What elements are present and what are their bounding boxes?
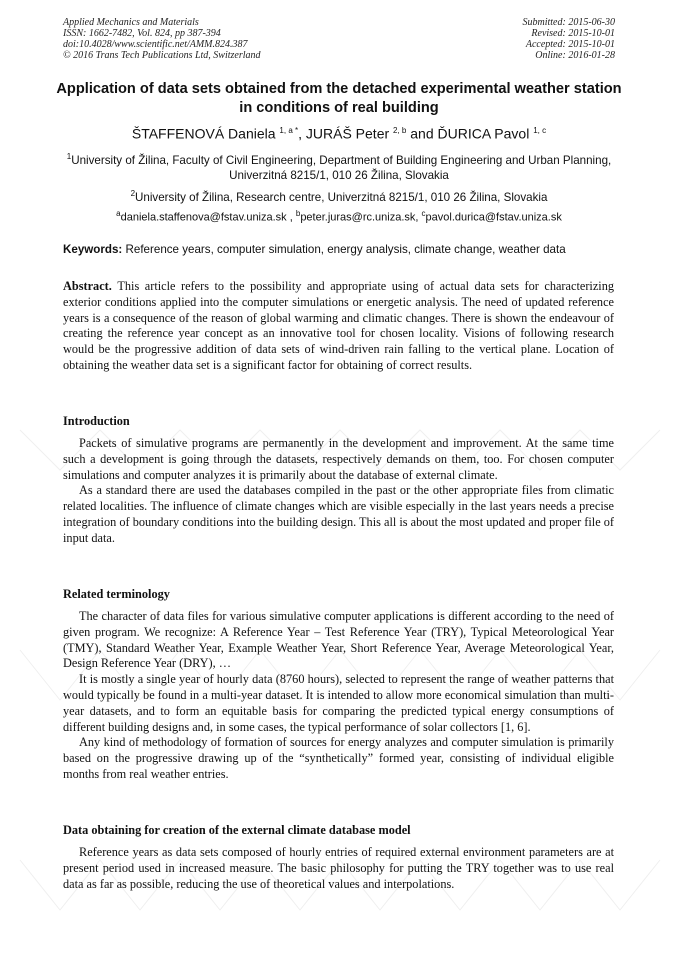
- abstract: [63, 279, 614, 374]
- abstract-label: Abstract.: [63, 279, 112, 293]
- affiliation-1: $^1$University of Žilina, Faculty of Civil Engineering, Department of Building Engineering and Urban Planning, Univerzitná 8215/1, 010 26 Žilina, Slovakia: [66, 152, 612, 182]
- submission-dates: [523, 17, 616, 61]
- keywords-label: Keywords:: [63, 243, 123, 256]
- affiliation-2: $^2$University of Žilina, Research centre, Univerzitná 8215/1, 010 26 Žilina, Slovakia: [130, 189, 548, 204]
- email-link[interactable]: peter.juras@rc.uniza.sk: [300, 211, 416, 224]
- section-heading-terminology: Related terminology: [63, 587, 170, 601]
- paragraph: As a standard there are used the databases compiled in the past or the other appropriate files from climatic related localities. The influence of climate changes which are visible especially in the last years needs a precise integration of boundary conditions into the building design. This all is about the most updated and proper file of input data.: [63, 483, 614, 545]
- author-name: ĎURICA Pavol: [437, 125, 530, 142]
- abstract-text: This article refers to the possibility and appropriate using of actual data sets for characterizing exterior conditions applied into the computer simulations or energetic analysis. The need of updated reference years is a consequence of the reason of global warming and climatic changes. There is shown the endeavour of creating the reference year concept as an innovative tool for chosen locality. Visions of following research would be the progressive addition of data sets of wind-driven rain falling to the vertical plane. Location of obtaining the weather data set is a significant factor for obtaining of correct results.: [63, 279, 615, 372]
- paragraph: The character of data files for various simulative computer applications is different according to the need of given program. We recognize: A Reference Year – Test Reference Year (TRY), Typical Meteorological Year (TMY), Standard Weather Year, Example Weather Year, Short Reference Year, Average Meteorological Year, Design Reference Year (DRY), …: [63, 609, 614, 671]
- author-list: ŠTAFFENOVÁ Daniela $^{1, a *}$, JURÁŠ Peter $^{2, b}$ and ĎURICA Pavol $^{1, c}$: [131, 125, 547, 142]
- email-list: $^a$daniela.staffenova@fstav.uniza.sk , $^b$peter.juras@rc.uniza.sk, $^c$pavol.durica@fstav.uniza.sk: [116, 209, 562, 224]
- author-sup: 1, c: [533, 126, 547, 135]
- email-link[interactable]: pavol.durica@fstav.uniza.sk: [425, 211, 562, 224]
- keywords: [63, 242, 623, 257]
- journal-copyright: © 2016 Trans Tech Publications Ltd, Switzerland: [63, 50, 261, 61]
- author-name: ŠTAFFENOVÁ Daniela: [131, 125, 276, 142]
- section-heading-introduction: Introduction: [63, 414, 130, 428]
- author-name: JURÁŠ Peter: [305, 125, 390, 142]
- section-heading-data-obtaining: Data obtaining for creation of the external climate database model: [63, 823, 411, 837]
- keywords-text: Reference years, computer simulation, energy analysis, climate change, weather data: [125, 243, 566, 256]
- paragraph: Packets of simulative programs are permanently in the development and improvement. At the same time such a development is going through the datasets, respectively demands on them, too. For chosen computer simulations and computer analyzes it is primarily about the database of external climate.: [63, 436, 614, 482]
- email-link[interactable]: daniela.staffenova@fstav.uniza.sk: [120, 211, 287, 224]
- author-sup: 2, b: [393, 126, 407, 135]
- section-terminology: [63, 609, 614, 783]
- date-online: Online: 2016-01-28: [535, 50, 615, 61]
- paragraph: It is mostly a single year of hourly data (8760 hours), selected to represent the range of weather patterns that would typically be found in a multi-year dataset. It is intended to allow more economical simulation than multi-year datasets, and to form an equitable basis for comparing the predicted typical energy consumptions of different building designs and, in some cases, the typical performance of solar collectors [1, 6].: [63, 672, 614, 734]
- journal-issn: ISSN: 1662-7482, Vol. 824, pp 387-394: [63, 28, 221, 39]
- date-submitted: Submitted: 2015-06-30: [522, 17, 615, 28]
- paper-title: Application of data sets obtained from the detached experimental weather station in conditions of real building: [56, 81, 622, 116]
- paragraph: Any kind of methodology of formation of sources for energy analyzes and computer simulation is primarily based on the progressive drawing up of the “synthetically” formed year, consisting of individual eligible months from real weather entries.: [63, 735, 614, 781]
- date-revised: Revised: 2015-10-01: [531, 28, 615, 39]
- section-introduction: [63, 436, 614, 547]
- journal-info: [63, 17, 261, 61]
- journal-name: Applied Mechanics and Materials: [63, 17, 199, 28]
- date-accepted: Accepted: 2015-10-01: [525, 39, 615, 50]
- author-sup: 1, a *: [279, 126, 299, 135]
- section-data-obtaining: [63, 845, 614, 892]
- journal-doi: doi:10.4028/www.scientific.net/AMM.824.387: [63, 39, 248, 50]
- paragraph: Reference years as data sets composed of hourly entries of required external environment parameters are at present period used in increased measure. The basic philosophy for putting the TRY together was to use real data as far as possible, reducing the use of theoretical values and interpolations.: [63, 845, 614, 891]
